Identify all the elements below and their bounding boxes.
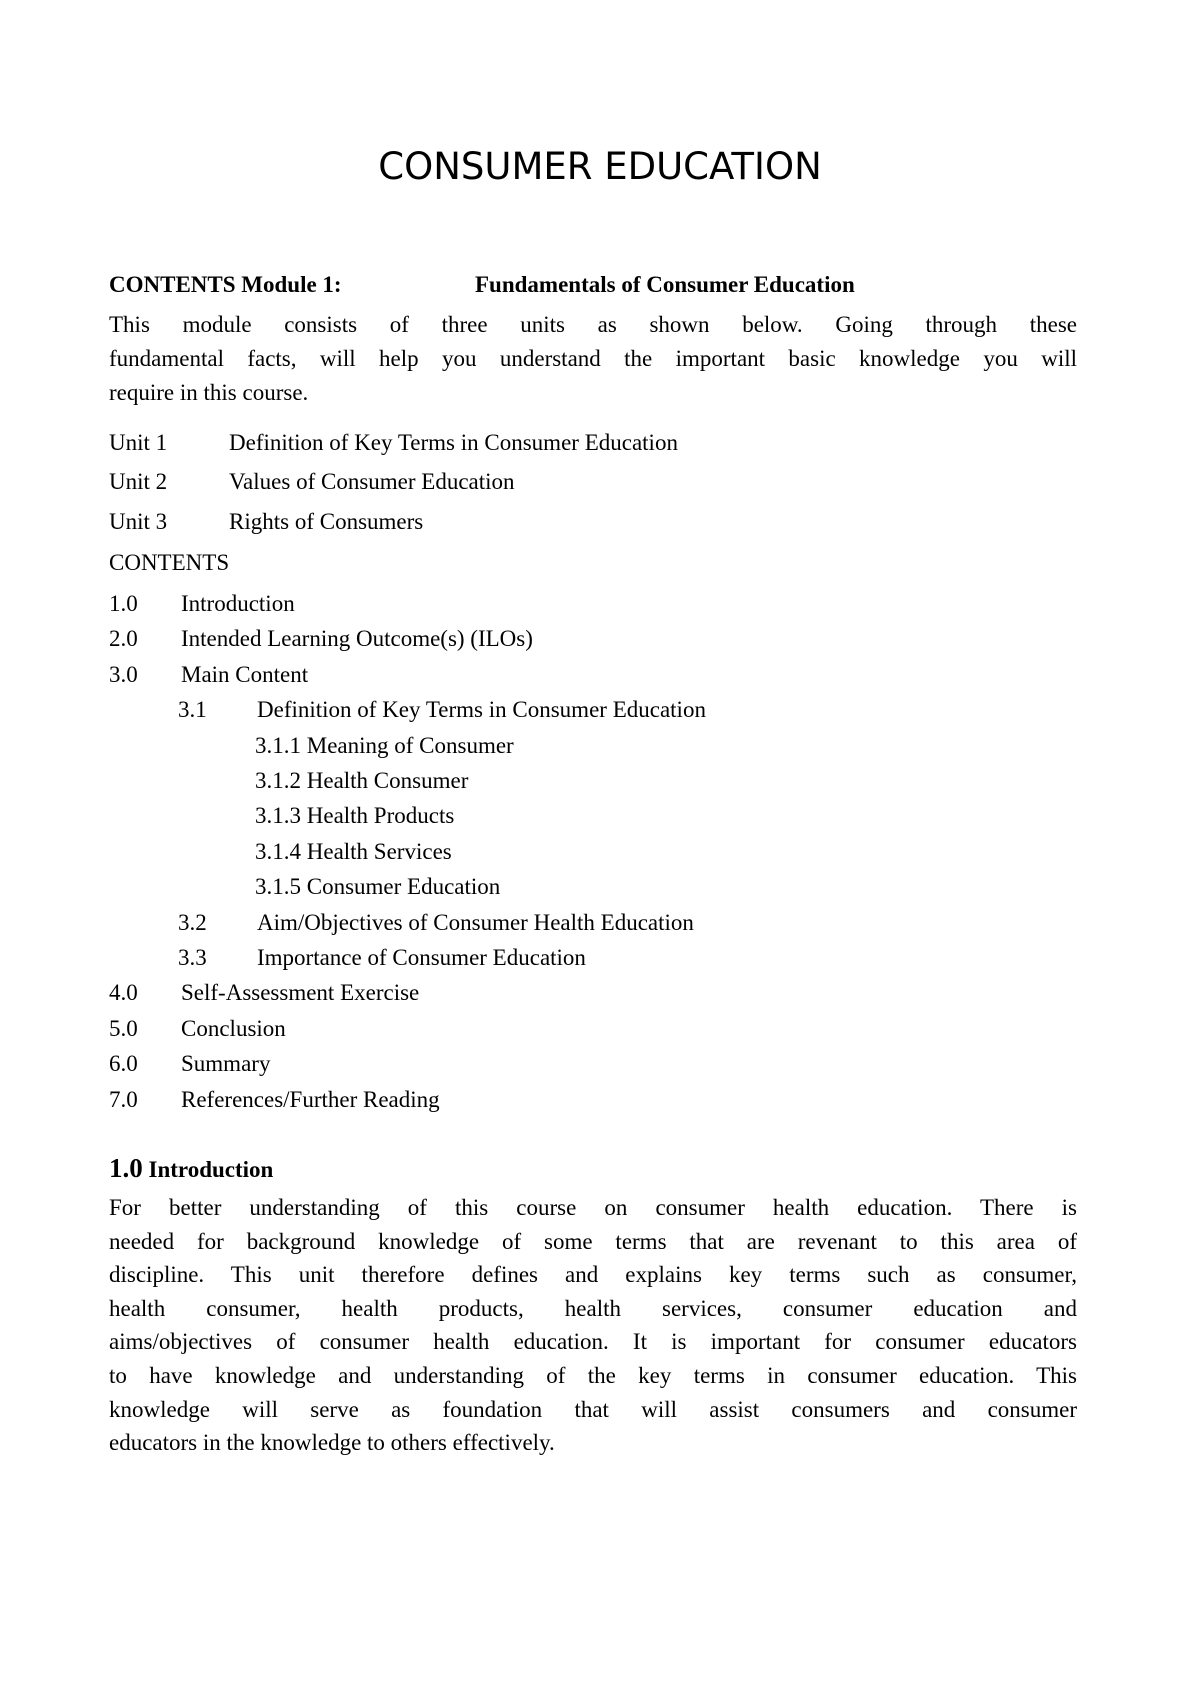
toc-number: 5.0 — [109, 1015, 138, 1041]
unit-number: Unit 2 — [109, 469, 168, 494]
paragraph-line: health consumer, health products, health services, consumer education and — [109, 1295, 1077, 1321]
toc-entry: 3.1.1 Meaning of Consumer — [255, 732, 514, 758]
toc-entry: Importance of Consumer Education — [257, 945, 586, 970]
toc-number: 1.0 — [109, 591, 138, 616]
module-heading-label: CONTENTS Module 1: — [109, 272, 342, 297]
paragraph-line: discipline. This unit therefore defines and explains key terms such as consumer, — [109, 1262, 1077, 1288]
toc-entry: 3.1.3 Health Products — [255, 803, 455, 829]
intro-heading-number: 1.0 — [109, 1153, 143, 1183]
paragraph-line: require in this course. — [109, 380, 309, 405]
document-title: CONSUMER EDUCATION — [378, 145, 822, 188]
unit-title: Values of Consumer Education — [229, 469, 515, 494]
toc-number: 6.0 — [109, 1051, 138, 1077]
unit-title: Rights of Consumers — [229, 509, 424, 534]
module-heading-title: Fundamentals of Consumer Education — [475, 272, 855, 297]
unit-title: Definition of Key Terms in Consumer Education — [229, 430, 678, 455]
toc-entry: References/Further Reading — [181, 1086, 440, 1112]
toc-number: 3.3 — [178, 945, 207, 970]
paragraph-line: For better understanding of this course on consumer health education. There is — [109, 1195, 1077, 1220]
toc-entry: Main Content — [181, 661, 309, 687]
intro-heading — [109, 1155, 273, 1182]
paragraph-line: needed for background knowledge of some terms that are revenant to this area of — [109, 1228, 1077, 1254]
paragraph-line: to have knowledge and understanding of the key terms in consumer education. This — [109, 1363, 1077, 1388]
unit-number: Unit 1 — [109, 430, 168, 455]
paragraph-line: educators in the knowledge to others effectively. — [109, 1430, 555, 1456]
paragraph-line: This module consists of three units as shown below. Going through these — [109, 312, 1077, 337]
toc-entry: Aim/Objectives of Consumer Health Education — [257, 909, 694, 935]
contents-label: CONTENTS — [109, 550, 230, 575]
toc-number: 3.0 — [109, 661, 138, 687]
toc-entry: 3.1.2 Health Consumer — [255, 768, 469, 793]
toc-entry: Summary — [181, 1051, 271, 1077]
paragraph-line: knowledge will serve as foundation that will assist consumers and consumer — [109, 1396, 1077, 1422]
paragraph-line: fundamental facts, will help you understand the important basic knowledge you will — [109, 346, 1077, 371]
toc-number: 3.1 — [178, 697, 207, 723]
toc-number: 4.0 — [109, 980, 138, 1006]
toc-entry: Intended Learning Outcome(s) (ILOs) — [181, 626, 533, 652]
toc-number: 2.0 — [109, 626, 138, 652]
toc-entry: Conclusion — [181, 1015, 286, 1041]
toc-number: 3.2 — [178, 909, 207, 935]
unit-number: Unit 3 — [109, 509, 168, 534]
toc-entry: Introduction — [181, 591, 295, 616]
toc-entry: 3.1.4 Health Services — [255, 838, 452, 864]
toc-entry: Self-Assessment Exercise — [181, 980, 420, 1006]
toc-entry: Definition of Key Terms in Consumer Education — [257, 697, 706, 723]
paragraph-line: aims/objectives of consumer health education. It is important for consumer educators — [109, 1329, 1077, 1355]
toc-entry: 3.1.5 Consumer Education — [255, 874, 501, 900]
intro-heading-text: Introduction — [148, 1157, 274, 1182]
toc-number: 7.0 — [109, 1086, 138, 1112]
